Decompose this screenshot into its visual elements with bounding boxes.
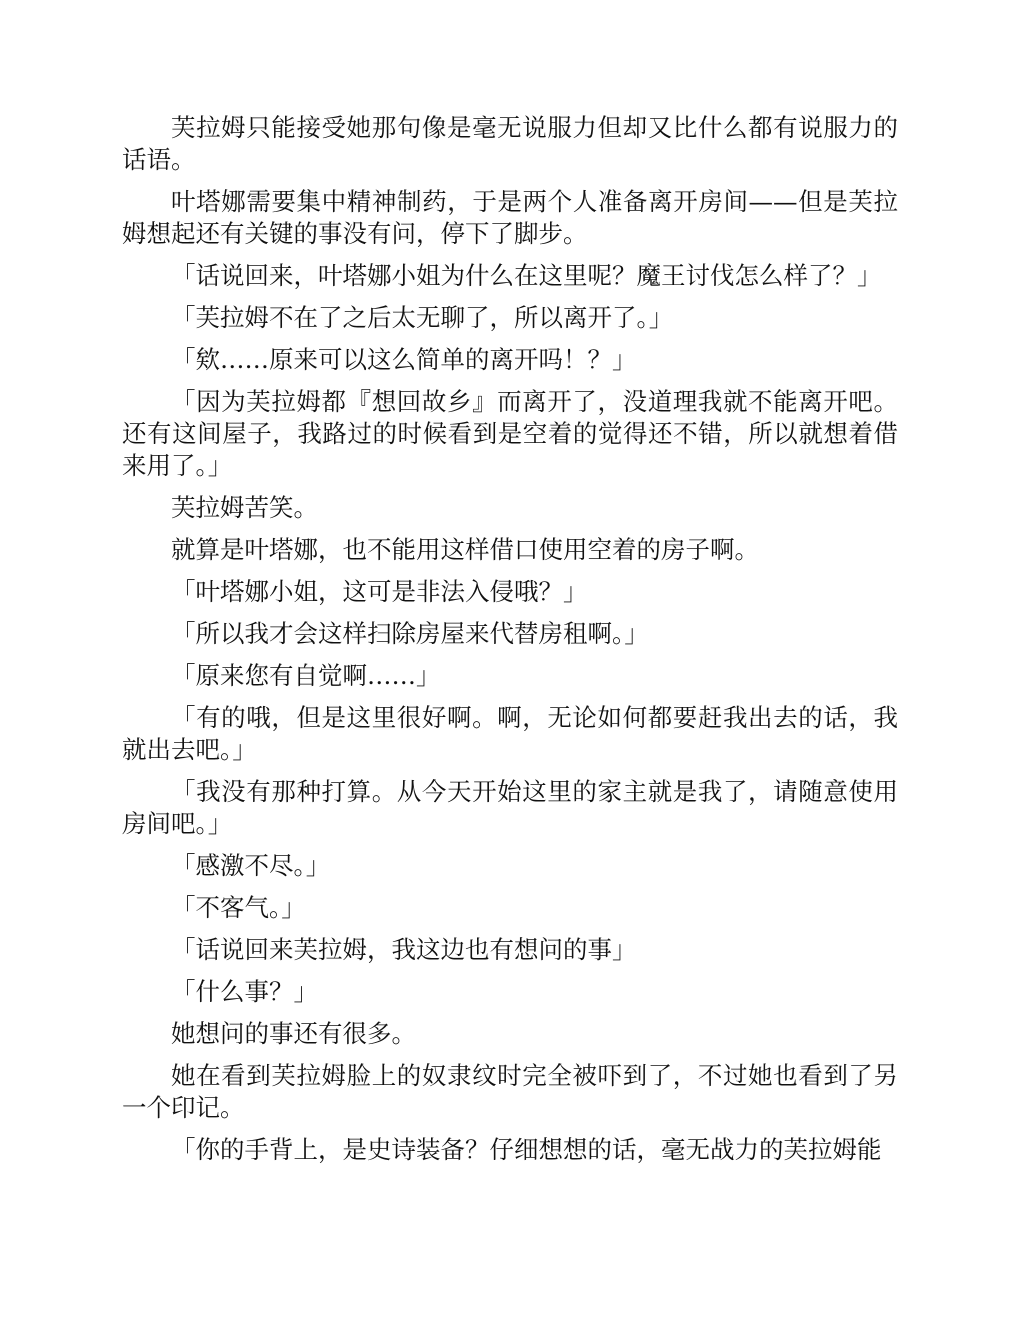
paragraph: 就算是叶塔娜，也不能用这样借口使用空着的房子啊。 [171, 535, 759, 564]
paragraph: 芙拉姆只能接受她那句像是毫无说服力但却又比什么都有说服力的话语。 [122, 113, 898, 174]
dialogue-line: 「所以我才会这样扫除房屋来代替房租啊。」 [171, 619, 649, 648]
dialogue-line: 「芙拉姆不在了之后太无聊了，所以离开了。」 [171, 303, 674, 332]
dialogue-line: 「原来您有自觉啊……」 [171, 661, 441, 690]
dialogue-line: 「叶塔娜小姐，这可是非法入侵哦？」 [171, 577, 588, 606]
dialogue-line: 「什么事？」 [171, 977, 318, 1006]
dialogue-line: 「感激不尽。」 [171, 851, 331, 880]
dialogue-line: 「不客气。」 [171, 893, 306, 922]
dialogue-line: 「话说回来，叶塔娜小姐为什么在这里呢？魔王讨伐怎么样了？」 [171, 261, 882, 290]
paragraph: 叶塔娜需要集中精神制药，于是两个人准备离开房间——但是芙拉姆想起还有关键的事没有问，停下了脚步。 [122, 187, 898, 248]
document-page [122, 112, 898, 1176]
paragraph: 她想问的事还有很多。 [171, 1019, 416, 1048]
dialogue-line: 「我没有那种打算。从今天开始这里的家主就是我了，请随意使用房间吧。」 [122, 777, 898, 838]
dialogue-line: 「有的哦，但是这里很好啊。啊，无论如何都要赶我出去的话，我就出去吧。」 [122, 703, 898, 764]
paragraph: 她在看到芙拉姆脸上的奴隶纹时完全被吓到了，不过她也看到了另一个印记。 [122, 1061, 898, 1122]
dialogue-line: 「欸……原来可以这么简单的离开吗！？」 [171, 345, 637, 374]
dialogue-line: 「你的手背上，是史诗装备？仔细想想的话，毫无战力的芙拉姆能 [171, 1135, 882, 1164]
paragraph: 芙拉姆苦笑。 [171, 493, 318, 522]
dialogue-line: 「话说回来芙拉姆，我这边也有想问的事」 [171, 935, 637, 964]
dialogue-line: 「因为芙拉姆都『想回故乡』而离开了，没道理我就不能离开吧。还有这间屋子，我路过的时候看到是空着的觉得还不错，所以就想着借来用了。」 [122, 387, 898, 480]
